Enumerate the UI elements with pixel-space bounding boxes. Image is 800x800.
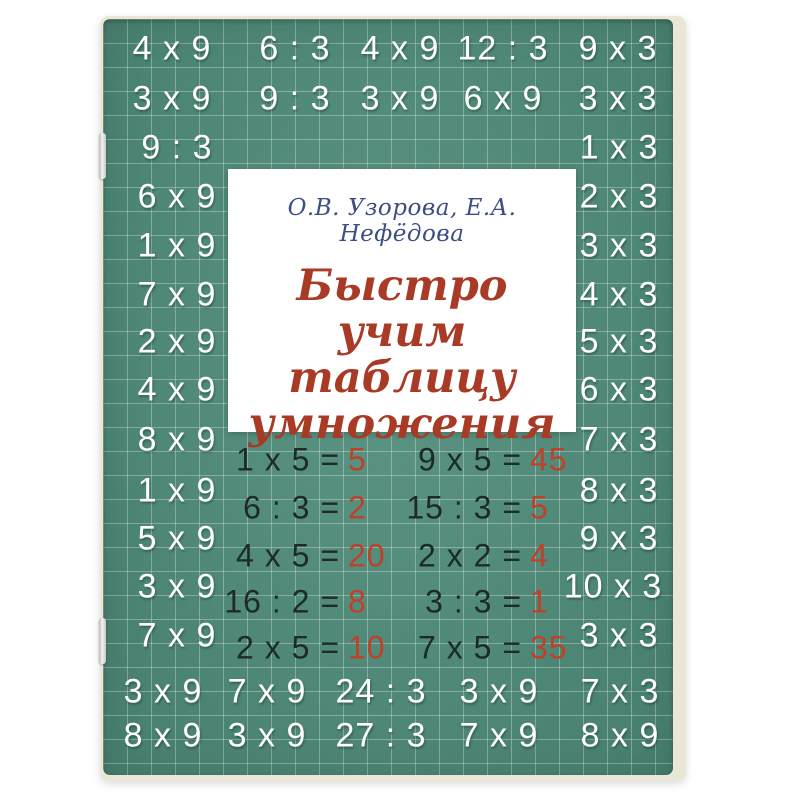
equation-expression: 9 x 5 =: [418, 441, 522, 478]
title-line-2: таблицу: [288, 353, 516, 403]
equation-answer: 45: [530, 441, 568, 478]
chalk-expression: 3 x 9: [137, 567, 217, 606]
equation-expression: 6 : 3 =: [243, 489, 340, 526]
equation-expression: 15 : 3 =: [406, 489, 522, 526]
chalk-expression: 3 x 3: [578, 79, 658, 118]
chalk-expression: 2 x 9: [137, 322, 217, 361]
equation-expression: 2 x 5 =: [236, 629, 340, 666]
chalk-expression: 4 x 3: [579, 275, 659, 314]
equation-answer: 4: [530, 537, 549, 574]
practice-equation: [322, 490, 549, 527]
chalk-expression: 9 : 3: [141, 128, 213, 167]
chalk-expression: 4 x 9: [132, 29, 212, 68]
equation-expression: 7 x 5 =: [418, 629, 522, 666]
chalk-expression: 2 x 3: [579, 177, 659, 216]
equation-answer: 1: [530, 583, 549, 620]
chalk-expression: 3 x 9: [360, 79, 440, 118]
author-line: О.В. Узорова, Е.А. Нефёдова: [287, 195, 517, 247]
chalk-expression: 3 x 9: [132, 79, 212, 118]
chalk-expression: 24 : 3: [335, 672, 427, 711]
equation-expression: 4 x 5 =: [236, 537, 340, 574]
chalk-expression: 1 x 3: [579, 128, 659, 167]
chalk-expression: 1 x 9: [137, 226, 217, 265]
chalk-expression: 7 x 9: [227, 672, 307, 711]
staple-bottom: [99, 618, 106, 664]
chalk-expression: 3 x 3: [579, 616, 659, 655]
equation-expression: 2 x 2 =: [418, 537, 522, 574]
equation-answer: 20: [348, 537, 386, 574]
chalk-expression: 8 x 9: [123, 716, 203, 755]
chalk-expression: 9 : 3: [259, 79, 331, 118]
equation-answer: 2: [348, 489, 367, 526]
chalk-expression: 6 : 3: [259, 29, 331, 68]
chalk-expression: 5 x 3: [579, 322, 659, 361]
chalk-expression: 7 x 9: [459, 716, 539, 755]
title-line-3: умножения: [248, 399, 556, 449]
staple-top: [99, 133, 106, 179]
chalk-expression: 6 x 3: [579, 370, 659, 409]
title-line-1: Быстро учим: [296, 261, 508, 357]
chalk-expression: 1 x 9: [137, 471, 217, 510]
equation-answer: 8: [348, 583, 367, 620]
chalk-expression: 9 x 3: [579, 519, 659, 558]
chalk-expression: 27 : 3: [335, 716, 427, 755]
chalk-expression: 7 x 3: [579, 420, 659, 459]
chalk-expression: 6 x 9: [463, 79, 543, 118]
chalk-expression: 6 x 9: [137, 177, 217, 216]
chalk-expression: 5 x 9: [137, 519, 217, 558]
chalk-expression: 9 x 3: [578, 29, 658, 68]
chalk-expression: 12 : 3: [457, 29, 549, 68]
practice-equation: [322, 442, 568, 479]
chalk-expression: 3 x 9: [227, 716, 307, 755]
equation-answer: 35: [530, 629, 568, 666]
equation-expression: 3 : 3 =: [425, 583, 522, 620]
equation-expression: 1 x 5 =: [236, 441, 340, 478]
chalk-expression: 8 x 9: [137, 420, 217, 459]
chalk-expression: 8 x 3: [579, 471, 659, 510]
chalk-expression: 7 x 3: [580, 672, 660, 711]
chalk-expression: 4 x 9: [360, 29, 440, 68]
equation-expression: 16 : 2 =: [224, 583, 340, 620]
chalk-expression: 3 x 9: [459, 672, 539, 711]
equation-answer: 10: [348, 629, 386, 666]
chalk-expression: 3 x 3: [579, 226, 659, 265]
practice-equation: [322, 630, 568, 667]
equation-answer: 5: [530, 489, 549, 526]
chalk-expression: 4 x 9: [137, 370, 217, 409]
chalk-expression: 7 x 9: [137, 275, 217, 314]
chalk-expression: 8 x 9: [580, 716, 660, 755]
chalk-expression: 3 x 9: [123, 672, 203, 711]
title-panel: [228, 169, 576, 449]
practice-equation: [322, 584, 549, 621]
practice-equation: [322, 538, 549, 575]
equation-answer: 5: [348, 441, 367, 478]
chalk-expression: 10 x 3: [563, 567, 663, 606]
chalk-expression: 7 x 9: [137, 616, 217, 655]
